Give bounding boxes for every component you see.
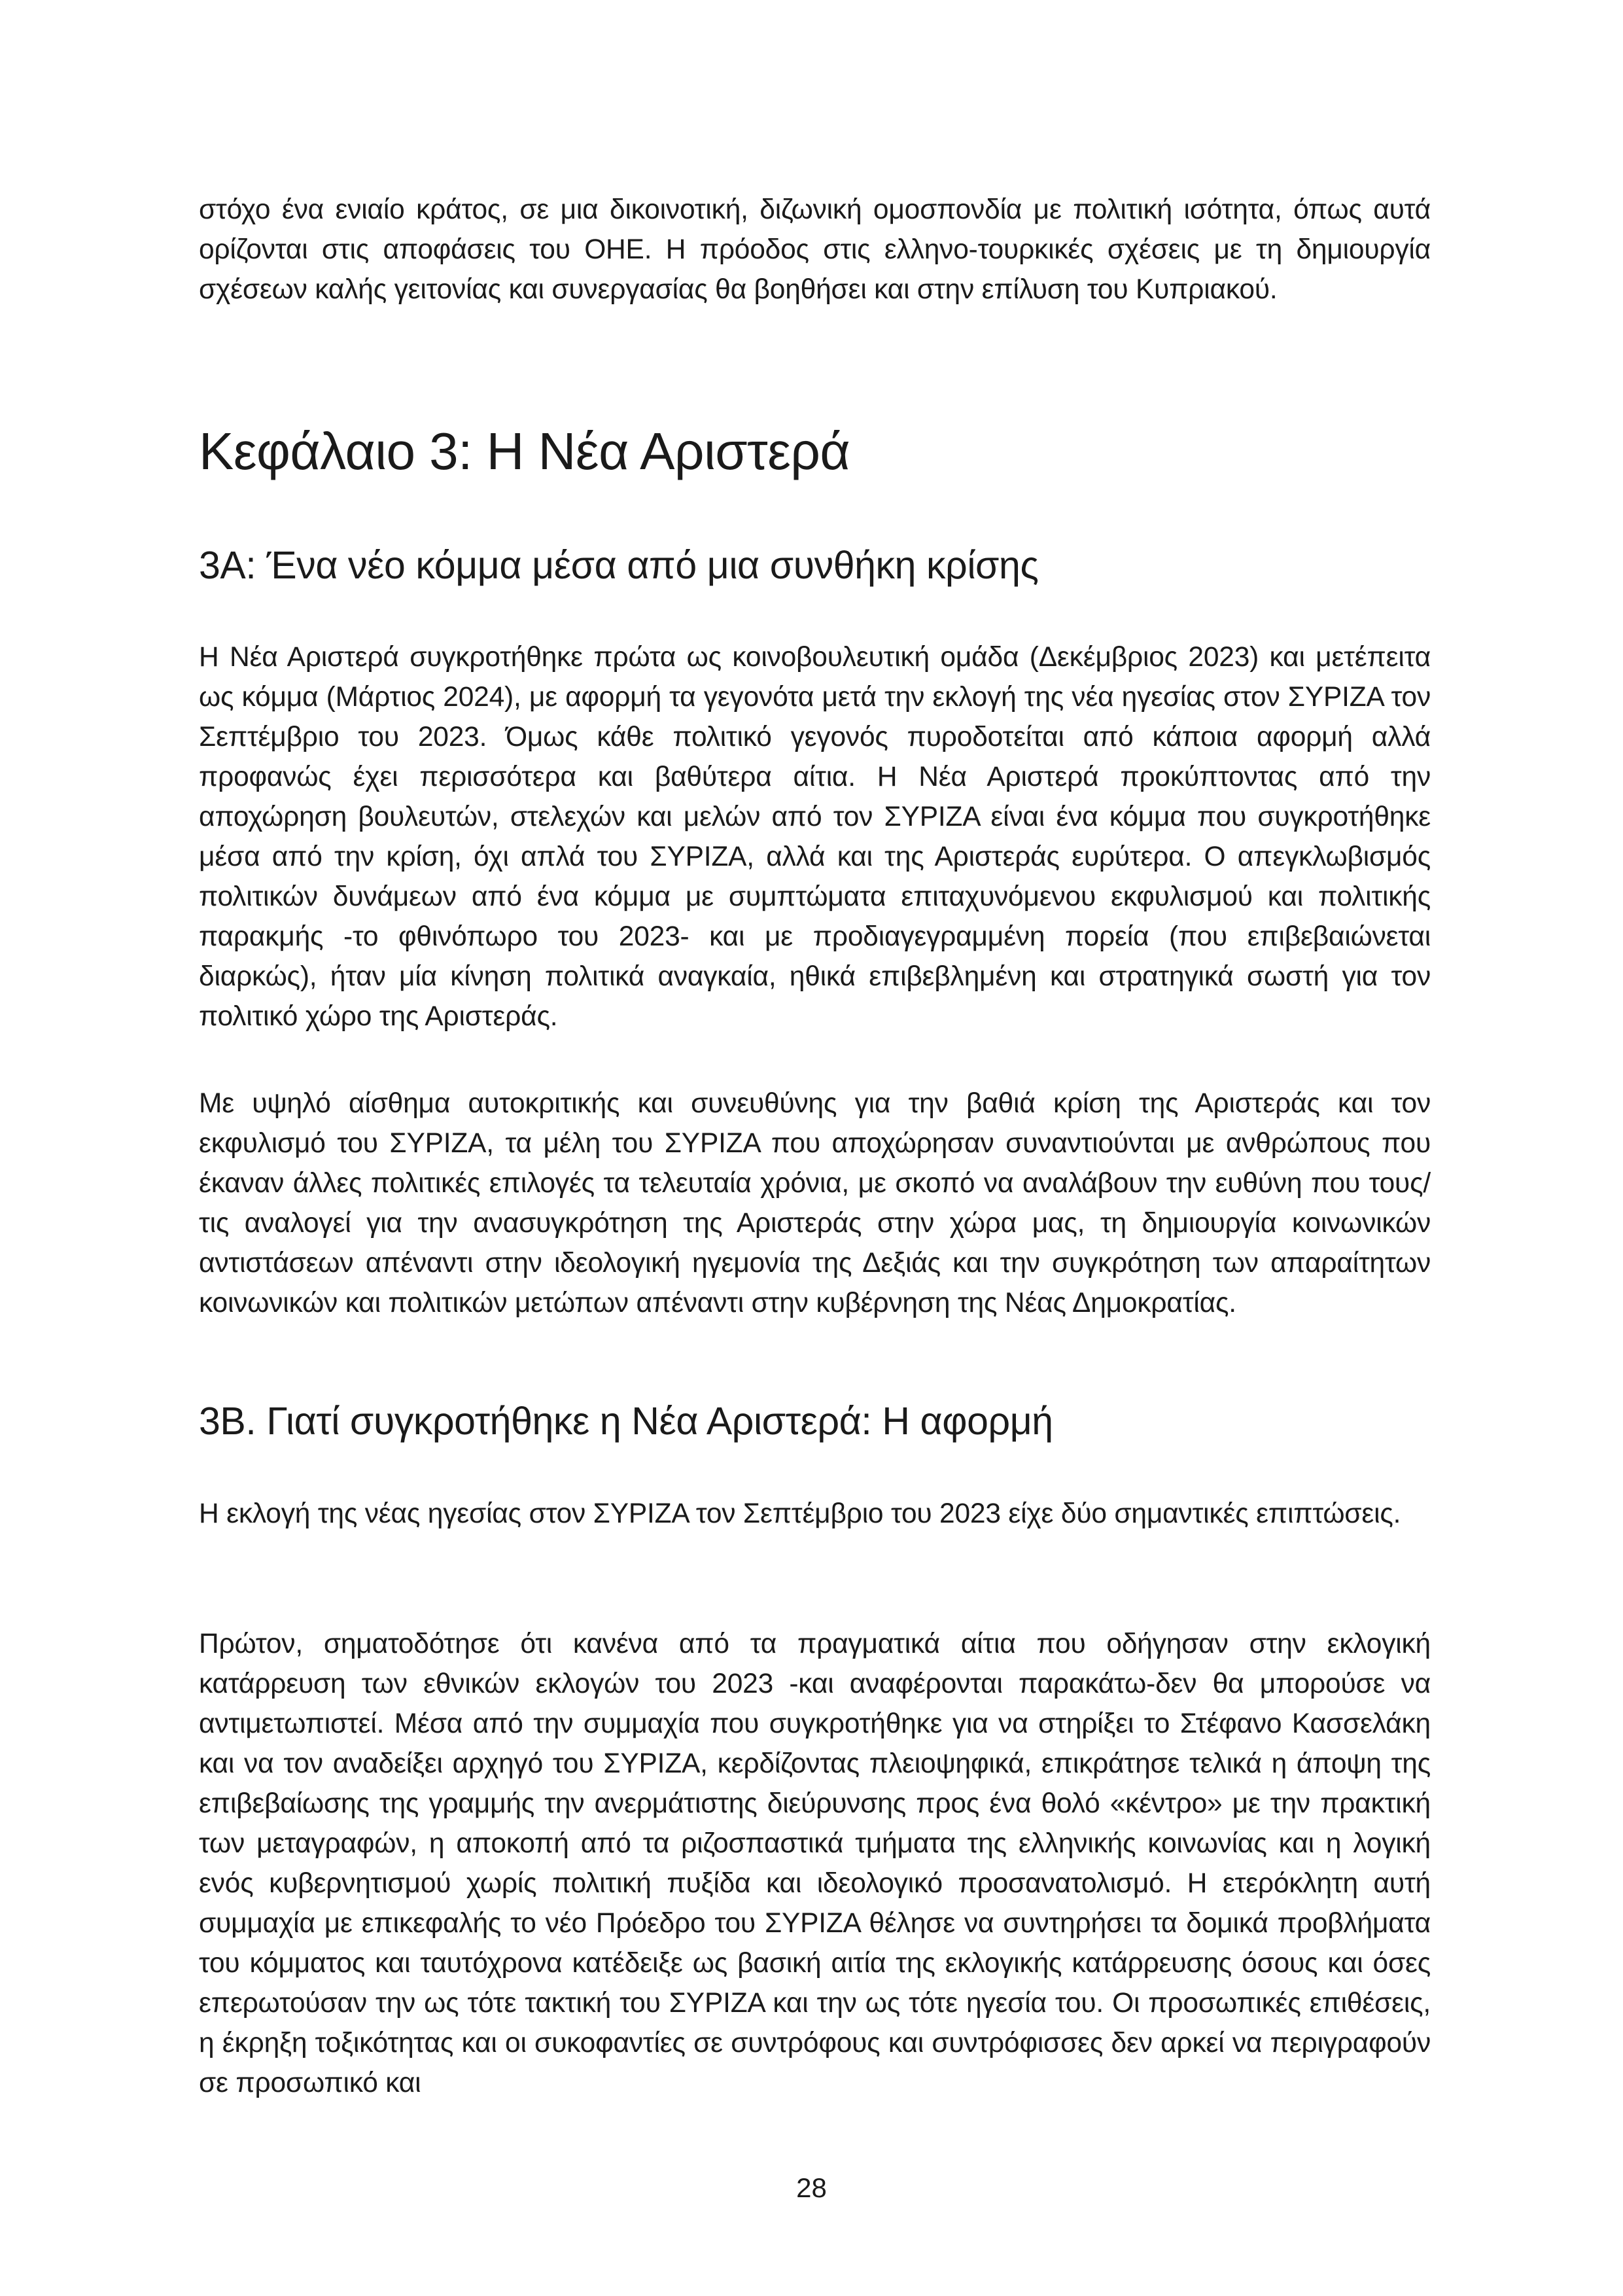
section-3b-paragraph-2: Πρώτον, σηματοδότησε ότι κανένα από τα πραγματικά αίτια που οδήγησαν στην εκλογική κατάρρευση των εθνικών εκλογών του 2023 -και αναφέρονται παρακάτω-δεν θα μπορούσε να αντιμετωπιστεί. Μέσα από την συμμαχία που συγκροτήθηκε για να στηρίξει το Στέφανο Κασσελάκη και να τον αναδείξει αρχηγό του ΣΥΡΙΖΑ, κερδίζοντας πλειοψηφικά, επικράτησε τελικά η άποψη της επιβεβαίωσης της γραμμής την ανερμάτιστης διεύρυνσης προς ένα θολό «κέντρο» με την πρακτική των μεταγραφών, η αποκοπή από τα ριζοσπαστικά τμήματα της ελληνικής κοινωνίας και η λογική ενός κυβερνητισμού χωρίς πολιτική πυξίδα και ιδεολογικό προσανατολισμό. Η ετερόκλητη αυτή συμμαχία με επικεφαλής το νέο Πρόεδρο του ΣΥΡΙΖΑ θέλησε να συντηρήσει τα δομικά προβλήματα του κόμματος και ταυτόχρονα κατέδειξε ως βασική αιτία της εκλογικής κατάρρευσης όσους και όσες επερωτούσαν την ως τότε τακτική του ΣΥΡΙΖΑ και την ως τότε ηγεσία του. Οι προσωπικές επιθέσεις, η έκρηξη τοξικότητας και οι συκοφαντίες σε συντρόφους και συντρόφισσες δεν αρκεί να περιγραφούν σε προσωπικό και <box>199 1629 1431 2098</box>
section-3a-paragraph-2: Με υψηλό αίσθημα αυτοκριτικής και συνευθύνης για την βαθιά κρίση της Αριστεράς και τον εκφυλισμό του ΣΥΡΙΖΑ, τα μέλη του ΣΥΡΙΖΑ που αποχώρησαν συναντιούνται με ανθρώπους που έκαναν άλλες πολιτικές επιλογές τα τελευταία χρόνια, με σκοπό να αναλάβουν την ευθύνη που τους/τις αναλογεί για την ανασυγκρότηση της Αριστεράς στην χώρα μας, τη δημιουργία κοινωνικών αντιστάσεων απέναντι στην ιδεολογική ηγεμονία της Δεξιάς και την συγκρότηση των απαραίτητων κοινωνικών και πολιτικών μετώπων απέναντι στην κυβέρνηση της Νέας Δημοκρατίας. <box>199 1088 1431 1318</box>
section-3a-paragraph-1: Η Νέα Αριστερά συγκροτήθηκε πρώτα ως κοινοβουλευτική ομάδα (Δεκέμβριος 2023) και μετέπειτα ως κόμμα (Μάρτιος 2024), με αφορμή τα γεγονότα μετά την εκλογή της νέα ηγεσίας στον ΣΥΡΙΖΑ τον Σεπτέμβριο του 2023. Όμως κάθε πολιτικό γεγονός πυροδοτείται από κάποια αφορμή αλλά προφανώς έχει περισσότερα και βαθύτερα αίτια. Η Νέα Αριστερά προκύπτοντας από την αποχώρηση βουλευτών, στελεχών και μελών από τον ΣΥΡΙΖΑ είναι ένα κόμμα που συγκροτήθηκε μέσα από την κρίση, όχι απλά του ΣΥΡΙΖΑ, αλλά και της Αριστεράς ευρύτερα. Ο απεγκλωβισμός πολιτικών δυνάμεων από ένα κόμμα με συμπτώματα επιταχυνόμενου εκφυλισμού και πολιτικής παρακμής -το φθινόπωρο του 2023- και με προδιαγεγραμμένη πορεία (που επιβεβαιώνεται διαρκώς), ήταν μία κίνηση πολιτικά αναγκαία, ηθικά επιβεβλημένη και στρατηγικά σωστή για τον πολιτικό χώρο της Αριστεράς. <box>199 642 1431 1032</box>
intro-paragraph: στόχο ένα ενιαίο κράτος, σε μια δικοινοτική, διζωνική ομοσπονδία με πολιτική ισότητα, όπως αυτά ορίζονται στις αποφάσεις του ΟΗΕ. Η πρόοδος στις ελληνο-τουρκικές σχέσεις με τη δημιουργία σχέσεων καλής γειτονίας και συνεργασίας θα βοηθήσει και στην επίλυση του Κυπριακού. <box>199 194 1431 305</box>
page-number: 28 <box>796 2172 827 2203</box>
chapter-title: Κεφάλαιο 3: Η Νέα Αριστερά <box>199 422 850 480</box>
section-3a-title: 3Α: Ένα νέο κόμμα μέσα από μια συνθήκη κρίσης <box>199 544 1039 587</box>
section-3b-title: 3Β. Γιατί συγκροτήθηκε η Νέα Αριστερά: Η αφορμή <box>199 1400 1053 1443</box>
section-3b-paragraph-1: Η εκλογή της νέας ηγεσίας στον ΣΥΡΙΖΑ τον Σεπτέμβριο του 2023 είχε δύο σημαντικές επιπτώσεις. <box>199 1498 1401 1529</box>
